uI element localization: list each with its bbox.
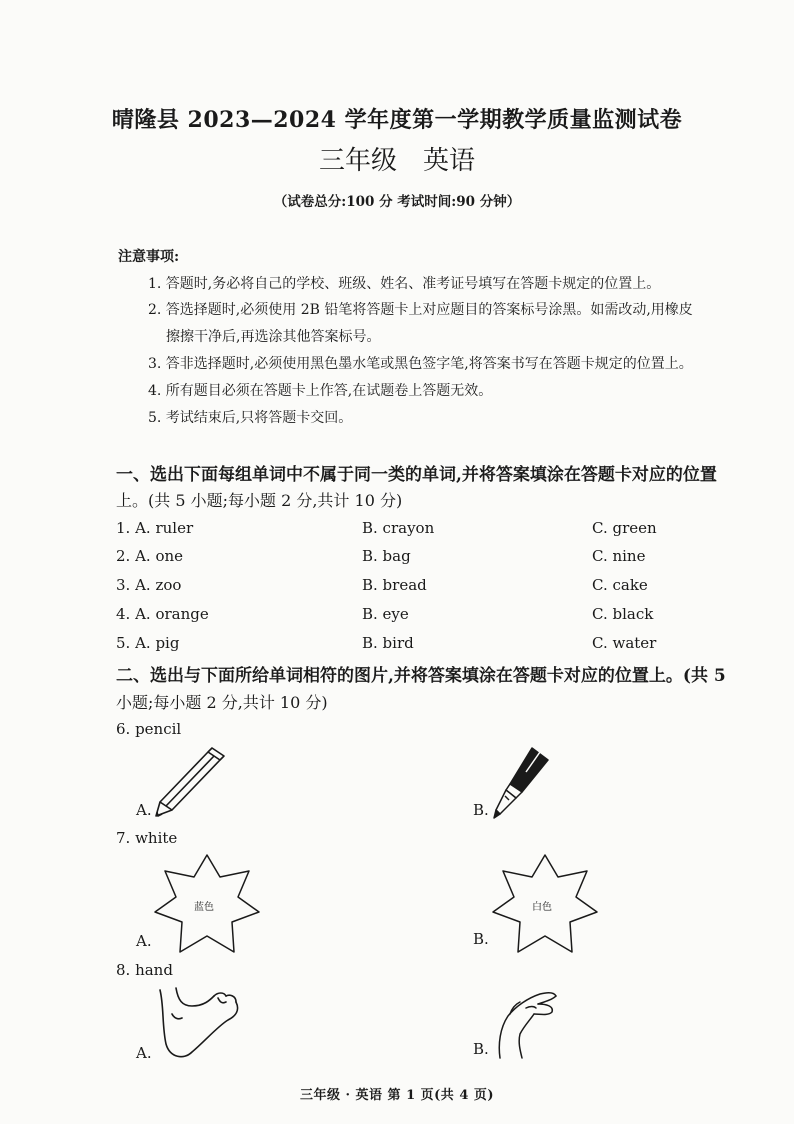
page-footer: 三年级 · 英语 第 1 页(共 4 页) <box>299 1088 495 1103</box>
question-8-word: 8. hand <box>116 961 173 979</box>
question-1-option-a: 1. A. ruler <box>116 519 194 537</box>
question-2-option-a: 2. A. one <box>116 547 184 565</box>
notice-item: 擦擦干净后,再选涂其他答案标号。 <box>166 329 381 345</box>
section1-heading-cont: 上。(共 5 小题;每小题 2 分,共计 10 分) <box>116 491 403 510</box>
question-4-option-a: 4. A. orange <box>116 605 209 623</box>
exam-info: （试卷总分:100 分 考试时间:90 分钟） <box>273 194 521 210</box>
section2-heading: 二、选出与下面所给单词相符的图片,并将答案填涂在答题卡对应的位置上。(共 5 <box>116 666 726 686</box>
subject-label: 英语 <box>423 146 476 176</box>
question-1-option-b: B. crayon <box>362 519 435 537</box>
fountain-pen-icon <box>486 744 556 820</box>
question-6-word: 6. pencil <box>116 720 182 738</box>
question-4-option-c: C. black <box>592 605 654 623</box>
star-b-text: 白色 <box>532 902 552 913</box>
question-3-option-b: B. bread <box>362 576 427 594</box>
question-6-option-b-label: B. <box>473 801 489 819</box>
question-8-option-b-label: B. <box>473 1040 489 1058</box>
question-3-option-c: C. cake <box>592 576 648 594</box>
hand-icon <box>490 984 566 1060</box>
question-7-option-b-label: B. <box>473 930 489 948</box>
question-4-option-b: B. eye <box>362 605 409 623</box>
foot-icon <box>152 986 244 1062</box>
question-8-option-a-label: A. <box>136 1044 152 1062</box>
section1-heading: 一、选出下面每组单词中不属于同一类的单词,并将答案填涂在答题卡对应的位置 <box>116 465 717 485</box>
notice-heading: 注意事项: <box>118 249 180 265</box>
exam-title: 晴隆县 2023—2024 学年度第一学期教学质量监测试卷 <box>111 107 683 133</box>
question-7-option-a-label: A. <box>136 932 152 950</box>
question-5-option-c: C. water <box>592 634 657 652</box>
grade-label: 三年级 <box>318 146 397 176</box>
notice-item: 3. 答非选择题时,必须使用黑色墨水笔或黑色签字笔,将答案书写在答题卡规定的位置上。 <box>148 356 693 372</box>
grade-subject <box>0 140 794 177</box>
notice-item: 1. 答题时,务必将自己的学校、班级、姓名、准考证号填写在答题卡规定的位置上。 <box>148 276 661 292</box>
question-3-option-a: 3. A. zoo <box>116 576 182 594</box>
question-6-option-a-label: A. <box>136 801 152 819</box>
question-2-option-b: B. bag <box>362 547 411 565</box>
question-1-option-c: C. green <box>592 519 657 537</box>
pencil-icon <box>150 746 230 820</box>
star-a-text: 蓝色 <box>194 902 214 913</box>
question-7-word: 7. white <box>116 829 178 847</box>
question-5-option-a: 5. A. pig <box>116 634 180 652</box>
notice-item: 5. 考试结束后,只将答题卡交回。 <box>148 410 353 426</box>
section2-heading-cont: 小题;每小题 2 分,共计 10 分) <box>116 693 328 712</box>
notice-item: 2. 答选择题时,必须使用 2B 铅笔将答题卡上对应题目的答案标号涂黑。如需改动,用橡皮 <box>148 302 693 318</box>
question-5-option-b: B. bird <box>362 634 414 652</box>
question-2-option-c: C. nine <box>592 547 646 565</box>
notice-item: 4. 所有题目必须在答题卡上作答,在试题卷上答题无效。 <box>148 383 493 399</box>
